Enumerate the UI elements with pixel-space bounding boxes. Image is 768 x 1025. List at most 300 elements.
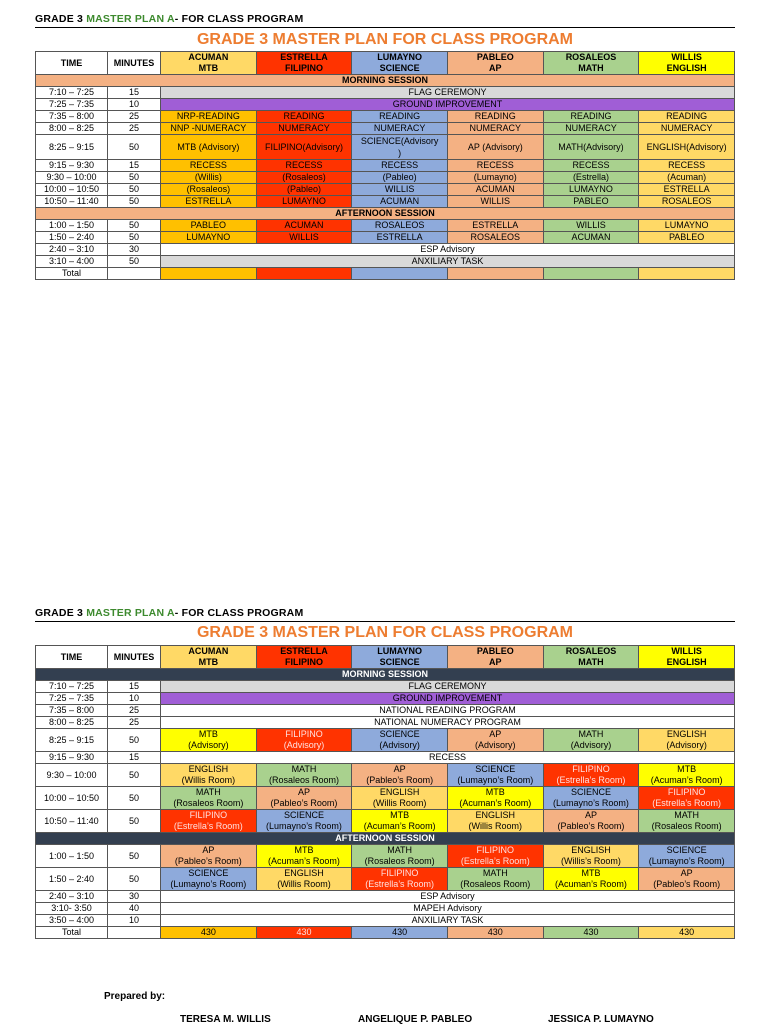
table-cell <box>639 729 735 752</box>
table-cell: 7:25 – 7:35 <box>36 99 108 111</box>
table-cell: 8:00 – 8:25 <box>36 717 108 729</box>
table-cell <box>447 810 543 833</box>
table-cell: (Estrella’s Room) <box>652 798 722 808</box>
table-cell: (Acuman’s Room) <box>555 879 627 889</box>
table-cell <box>447 729 543 752</box>
table-cell: FOR CLASS PROGRAM <box>181 13 304 25</box>
table-cell: (Willis Room) <box>372 798 427 808</box>
table-cell <box>256 868 352 891</box>
table-cell <box>161 845 257 868</box>
table-cell: FLAG CEREMONY <box>161 87 735 99</box>
table-cell: (Estrella’s Room) <box>460 856 530 866</box>
table-cell: (Acuman’s Room) <box>459 798 532 808</box>
table-cell: 8:25 – 9:15 <box>36 135 108 160</box>
table-cell: RECESS <box>161 752 735 764</box>
table-cell: ANXILIARY TASK <box>161 915 735 927</box>
table-cell: (Willis’s Room) <box>561 856 621 866</box>
signatory-name: TERESA M. WILLIS <box>180 1014 271 1025</box>
table-cell <box>161 810 257 833</box>
table-cell: MTB <box>677 764 697 774</box>
table-cell: 7:25 – 7:35 <box>36 693 108 705</box>
table-cell: ENGLISH <box>379 787 420 797</box>
table-cell <box>161 729 257 752</box>
table-cell: ENGLISH <box>666 63 707 73</box>
table-cell: ESTRELLA <box>639 184 735 196</box>
table-cell: MASTER PLAN A <box>86 607 175 619</box>
table-cell: 9:15 – 9:30 <box>36 752 108 764</box>
table-cell: (Estrella’s Room) <box>556 775 626 785</box>
column-header-row <box>36 52 735 75</box>
table-row <box>36 903 735 915</box>
teacher-header <box>352 52 448 75</box>
table-cell: SCIENCE <box>379 657 420 667</box>
table-cell: SCIENCE <box>283 810 324 820</box>
table-row <box>36 717 735 729</box>
table-cell: NNP -NUMERACY <box>161 123 257 135</box>
table-cell <box>447 845 543 868</box>
table-cell: ENGLISH <box>188 764 229 774</box>
table-cell: GRADE 3 <box>35 607 84 619</box>
table-cell: (Pableo’s Room) <box>557 821 625 831</box>
table-cell: 430 <box>639 927 735 939</box>
table-cell: ROSALEOS <box>447 232 543 244</box>
table-cell: (Lumayno’s Room) <box>170 879 247 889</box>
table-cell: GRADE 3 <box>35 13 84 25</box>
afternoon-session-label: AFTERNOON SESSION <box>36 833 735 845</box>
table-cell: (Rosaleos Room) <box>173 798 244 808</box>
table-cell: ) <box>398 148 402 158</box>
table-cell <box>352 135 448 160</box>
table-cell: (Acuman’s Room) <box>363 821 436 831</box>
table-cell: 50 <box>108 729 161 752</box>
table-cell <box>543 268 639 280</box>
table-cell: (Estrella) <box>543 172 639 184</box>
table-cell: (Advisory) <box>666 740 707 750</box>
table-cell: 10 <box>108 99 161 111</box>
table-cell: (Acuman) <box>639 172 735 184</box>
table-row <box>36 208 735 220</box>
table-cell: AP <box>680 868 693 878</box>
table-cell: (Pableo’s Room) <box>174 856 242 866</box>
table-cell: ESTRELLA <box>280 52 328 62</box>
table-cell: (Advisory) <box>379 740 420 750</box>
teacher-header <box>256 646 352 669</box>
afternoon-session-label: AFTERNOON SESSION <box>36 208 735 220</box>
signatory-name: JESSICA P. LUMAYNO <box>548 1014 654 1025</box>
table-cell <box>543 810 639 833</box>
table-cell <box>352 810 448 833</box>
table-row <box>36 256 735 268</box>
table-cell: 50 <box>108 764 161 787</box>
teacher-header <box>352 646 448 669</box>
table-cell: MATH <box>578 729 604 739</box>
table-cell <box>447 868 543 891</box>
table-cell: (Lumayno) <box>447 172 543 184</box>
table-cell <box>543 845 639 868</box>
page-header <box>35 607 303 619</box>
table-cell: (Acuman’s Room) <box>650 775 723 785</box>
table-cell: AP <box>297 787 310 797</box>
prepared-by-label: Prepared by: <box>104 991 166 1002</box>
table-cell: WILLIS <box>256 232 352 244</box>
table-cell: 7:10 – 7:25 <box>36 681 108 693</box>
table-cell: AP <box>489 63 502 73</box>
table-cell: 50 <box>108 196 161 208</box>
table-cell: (Lumayno’s Room) <box>648 856 725 866</box>
table-row <box>36 810 735 833</box>
table-cell: 10 <box>108 915 161 927</box>
table-cell: READING <box>447 111 543 123</box>
table-cell: LUMAYNO <box>377 646 422 656</box>
table-row <box>36 681 735 693</box>
table-cell <box>161 268 257 280</box>
table-cell: 10:00 – 10:50 <box>36 787 108 810</box>
table-cell: ENGLISH <box>666 729 707 739</box>
table-cell: NUMERACY <box>543 123 639 135</box>
table-cell: ENGLISH <box>475 810 516 820</box>
table-row <box>36 833 735 845</box>
total-row <box>36 268 735 280</box>
table-cell: (Pableo) <box>256 184 352 196</box>
table-cell: (Lumayno’s Room) <box>266 821 342 831</box>
table-cell: WILLIS <box>671 52 702 62</box>
table-cell: AP (Advisory) <box>447 135 543 160</box>
table-cell: ACUMAN <box>447 184 543 196</box>
table-cell: (Willis Room) <box>468 821 523 831</box>
table-row <box>36 232 735 244</box>
table-cell: MTB <box>198 657 219 667</box>
table-cell: (Pableo’s Room) <box>270 798 338 808</box>
table-cell <box>639 268 735 280</box>
table-cell: 7:35 – 8:00 <box>36 705 108 717</box>
table-cell: FILIPINO <box>476 845 515 855</box>
table-cell: SCIENCE <box>188 868 229 878</box>
table-cell: RECESS <box>161 160 257 172</box>
table-cell: READING <box>639 111 735 123</box>
morning-session-label: MORNING SESSION <box>36 669 735 681</box>
table-cell: 430 <box>543 927 639 939</box>
table-row <box>36 729 735 752</box>
table-cell <box>639 787 735 810</box>
table-cell: MATH <box>578 63 604 73</box>
table-cell: READING <box>543 111 639 123</box>
table-cell: 50 <box>108 135 161 160</box>
table-cell: MTB <box>198 63 219 73</box>
page-title: GRADE 3 MASTER PLAN FOR CLASS PROGRAM <box>196 31 573 48</box>
table-cell: ACUMAN <box>188 52 229 62</box>
table-cell: LUMAYNO <box>161 232 257 244</box>
table-cell: MATH <box>291 764 317 774</box>
header-rule <box>35 621 735 622</box>
table-cell <box>543 868 639 891</box>
table-cell: (Rosaleos Room) <box>268 775 339 785</box>
table-cell: AP <box>489 729 502 739</box>
table-cell: 8:00 – 8:25 <box>36 123 108 135</box>
table-cell: 430 <box>161 927 257 939</box>
table-cell: (Rosaleos) <box>256 172 352 184</box>
table-cell: MATH(Advisory) <box>543 135 639 160</box>
table-cell: 25 <box>108 111 161 123</box>
table-row <box>36 891 735 903</box>
table-cell <box>543 787 639 810</box>
table-row <box>36 196 735 208</box>
table-cell: MATH <box>578 657 604 667</box>
table-row <box>36 705 735 717</box>
table-cell: NRP-READING <box>161 111 257 123</box>
table-cell: 15 <box>108 752 161 764</box>
time-header: TIME <box>36 646 108 669</box>
table-cell: FILIPINO <box>284 657 323 667</box>
table-cell: ESTRELLA <box>161 196 257 208</box>
time-header: TIME <box>36 52 108 75</box>
table-cell <box>352 268 448 280</box>
table-row <box>36 160 735 172</box>
table-cell: FILIPINO <box>572 764 610 774</box>
table-cell: 10 <box>108 693 161 705</box>
table-row <box>36 123 735 135</box>
table-cell: 25 <box>108 123 161 135</box>
table-cell: (Pableo’s Room) <box>366 775 434 785</box>
table-cell: RECESS <box>352 160 448 172</box>
table-cell: AP <box>584 810 597 820</box>
table-cell <box>256 787 352 810</box>
table-cell <box>352 787 448 810</box>
table-row <box>36 135 735 160</box>
table-cell: MATH <box>195 787 221 797</box>
table-cell: ESTRELLA <box>280 646 328 656</box>
header-rule <box>35 27 735 28</box>
table-cell: (Rosaleos Room) <box>460 879 531 889</box>
table-cell: ENGLISH <box>666 657 707 667</box>
table-cell: SCIENCE <box>570 787 611 797</box>
table-cell <box>543 729 639 752</box>
table-cell: WILLIS <box>352 184 448 196</box>
table-cell <box>352 729 448 752</box>
table-cell: 15 <box>108 160 161 172</box>
table-cell: 1:00 – 1:50 <box>36 220 108 232</box>
table-cell: ROSALEOS <box>352 220 448 232</box>
table-cell: 50 <box>108 810 161 833</box>
table-cell: (Advisory) <box>188 740 229 750</box>
page-header <box>35 13 303 25</box>
table-cell <box>352 868 448 891</box>
table-cell: PABLEO <box>543 196 639 208</box>
table-cell: (Estrella’s Room) <box>365 879 435 889</box>
table-cell: 50 <box>108 845 161 868</box>
table-cell <box>543 764 639 787</box>
table-cell: MTB <box>581 868 601 878</box>
table-cell: 30 <box>108 891 161 903</box>
table-cell: MATH <box>387 845 413 855</box>
table-cell: NUMERACY <box>352 123 448 135</box>
schedule-table-2 <box>35 645 735 939</box>
table-cell: 40 <box>108 903 161 915</box>
table-cell: 25 <box>108 717 161 729</box>
table-cell <box>161 764 257 787</box>
table-cell <box>161 787 257 810</box>
table-cell: LUMAYNO <box>256 196 352 208</box>
teacher-header <box>447 52 543 75</box>
table-cell: LUMAYNO <box>377 52 422 62</box>
schedule-table-1 <box>35 51 735 280</box>
table-cell <box>108 927 161 939</box>
table-cell: FILIPINO <box>189 810 228 820</box>
table-cell <box>256 764 352 787</box>
table-cell: MTB (Advisory) <box>161 135 257 160</box>
table-cell: NUMERACY <box>639 123 735 135</box>
table-cell: RECESS <box>543 160 639 172</box>
table-row <box>36 787 735 810</box>
table-cell: GROUND IMPROVEMENT <box>161 693 735 705</box>
table-cell: WILLIS <box>671 646 702 656</box>
table-cell: 50 <box>108 256 161 268</box>
table-cell: SCIENCE(Advisory <box>360 136 439 146</box>
table-cell <box>447 787 543 810</box>
table-cell: 50 <box>108 232 161 244</box>
table-row <box>36 693 735 705</box>
table-cell <box>447 764 543 787</box>
table-cell: ENGLISH(Advisory) <box>639 135 735 160</box>
table-row <box>36 669 735 681</box>
table-cell: (Lumayno’s Room) <box>457 775 534 785</box>
table-row <box>36 75 735 87</box>
table-cell: 50 <box>108 184 161 196</box>
table-row <box>36 915 735 927</box>
table-cell: (Pableo) <box>352 172 448 184</box>
total-row <box>36 927 735 939</box>
table-cell: (Advisory) <box>283 740 325 750</box>
table-cell: LUMAYNO <box>639 220 735 232</box>
table-cell: 2:40 – 3:10 <box>36 244 108 256</box>
table-cell: (Rosaleos Room) <box>651 821 722 831</box>
table-cell: (Estrella’s Room) <box>173 821 243 831</box>
table-cell: FLAG CEREMONY <box>161 681 735 693</box>
table-cell: 9:30 – 10:00 <box>36 764 108 787</box>
table-cell: SCIENCE <box>379 729 420 739</box>
table-cell: PABLEO <box>476 646 514 656</box>
table-cell: Total <box>36 268 108 280</box>
table-cell: 7:35 – 8:00 <box>36 111 108 123</box>
table-cell: (Lumayno’s Room) <box>553 798 629 808</box>
morning-session-label: MORNING SESSION <box>36 75 735 87</box>
table-cell: 50 <box>108 787 161 810</box>
table-cell: 9:30 – 10:00 <box>36 172 108 184</box>
table-cell: ENGLISH <box>571 845 611 855</box>
table-cell: 30 <box>108 244 161 256</box>
table-cell: 1:50 – 2:40 <box>36 232 108 244</box>
table-cell: ACUMAN <box>256 220 352 232</box>
table-cell: (Pableo’s Room) <box>653 879 721 889</box>
table-row <box>36 845 735 868</box>
table-cell: READING <box>256 111 352 123</box>
table-cell: ROSALEOS <box>565 52 617 62</box>
table-cell <box>639 764 735 787</box>
table-cell: 10:50 – 11:40 <box>36 196 108 208</box>
table-cell: RECESS <box>447 160 543 172</box>
table-cell: 1:50 – 2:40 <box>36 868 108 891</box>
table-cell: NATIONAL READING PROGRAM <box>161 705 735 717</box>
table-cell: RECESS <box>639 160 735 172</box>
table-cell: (Rosaleos) <box>161 184 257 196</box>
table-cell: 50 <box>108 220 161 232</box>
table-cell: ACUMAN <box>543 232 639 244</box>
table-cell: 7:10 – 7:25 <box>36 87 108 99</box>
table-cell: 1:00 – 1:50 <box>36 845 108 868</box>
table-cell: 3:10- 3:50 <box>36 903 108 915</box>
table-row <box>36 868 735 891</box>
table-cell <box>256 845 352 868</box>
table-cell: 50 <box>108 172 161 184</box>
table-cell: MATH <box>482 868 508 878</box>
table-cell: ACUMAN <box>352 196 448 208</box>
table-cell: (Advisory) <box>570 740 612 750</box>
minutes-header: MINUTES <box>108 646 161 669</box>
table-cell: LUMAYNO <box>543 184 639 196</box>
table-cell: (Willis Room) <box>181 775 236 785</box>
table-cell: ESTRELLA <box>447 220 543 232</box>
table-cell: MATH <box>674 810 700 820</box>
table-cell: 3:50 – 4:00 <box>36 915 108 927</box>
table-cell: 10:50 – 11:40 <box>36 810 108 833</box>
table-cell: (Rosaleos Room) <box>364 856 435 866</box>
table-cell: MAPEH Advisory <box>161 903 735 915</box>
table-cell: FILIPINO <box>285 729 323 739</box>
column-header-row <box>36 646 735 669</box>
table-cell: MTB <box>294 845 314 855</box>
table-cell <box>447 268 543 280</box>
table-cell <box>352 845 448 868</box>
table-cell: PABLEO <box>639 232 735 244</box>
table-cell: FOR CLASS PROGRAM <box>181 607 304 619</box>
table-cell: GROUND IMPROVEMENT <box>161 99 735 111</box>
table-cell: MTB <box>198 729 218 739</box>
teacher-header <box>543 52 639 75</box>
table-cell: NATIONAL NUMERACY PROGRAM <box>161 717 735 729</box>
table-cell: 430 <box>256 927 352 939</box>
table-cell: 50 <box>108 868 161 891</box>
table-cell: - <box>174 13 179 25</box>
table-cell: 25 <box>108 705 161 717</box>
table-row <box>36 244 735 256</box>
page-title: GRADE 3 MASTER PLAN FOR CLASS PROGRAM <box>196 624 573 641</box>
table-cell: WILLIS <box>543 220 639 232</box>
table-cell: ENGLISH <box>284 868 324 878</box>
table-row <box>36 184 735 196</box>
table-cell <box>256 810 352 833</box>
table-cell: AP <box>489 657 502 667</box>
table-cell <box>161 868 257 891</box>
table-cell: (Willis Room) <box>277 879 331 889</box>
table-cell: SCIENCE <box>379 63 420 73</box>
table-cell: ESTRELLA <box>352 232 448 244</box>
table-cell: 2:40 – 3:10 <box>36 891 108 903</box>
table-cell: 430 <box>352 927 448 939</box>
table-cell: 3:10 – 4:00 <box>36 256 108 268</box>
teacher-header <box>256 52 352 75</box>
table-cell: FILIPINO <box>380 868 419 878</box>
table-cell <box>639 810 735 833</box>
table-cell: AP <box>202 845 215 855</box>
teacher-header <box>639 646 735 669</box>
table-cell: 15 <box>108 87 161 99</box>
teacher-header <box>161 646 257 669</box>
table-cell: 8:25 – 9:15 <box>36 729 108 752</box>
minutes-header: MINUTES <box>108 52 161 75</box>
table-cell <box>352 764 448 787</box>
table-row <box>36 87 735 99</box>
table-cell: 430 <box>447 927 543 939</box>
table-row <box>36 752 735 764</box>
